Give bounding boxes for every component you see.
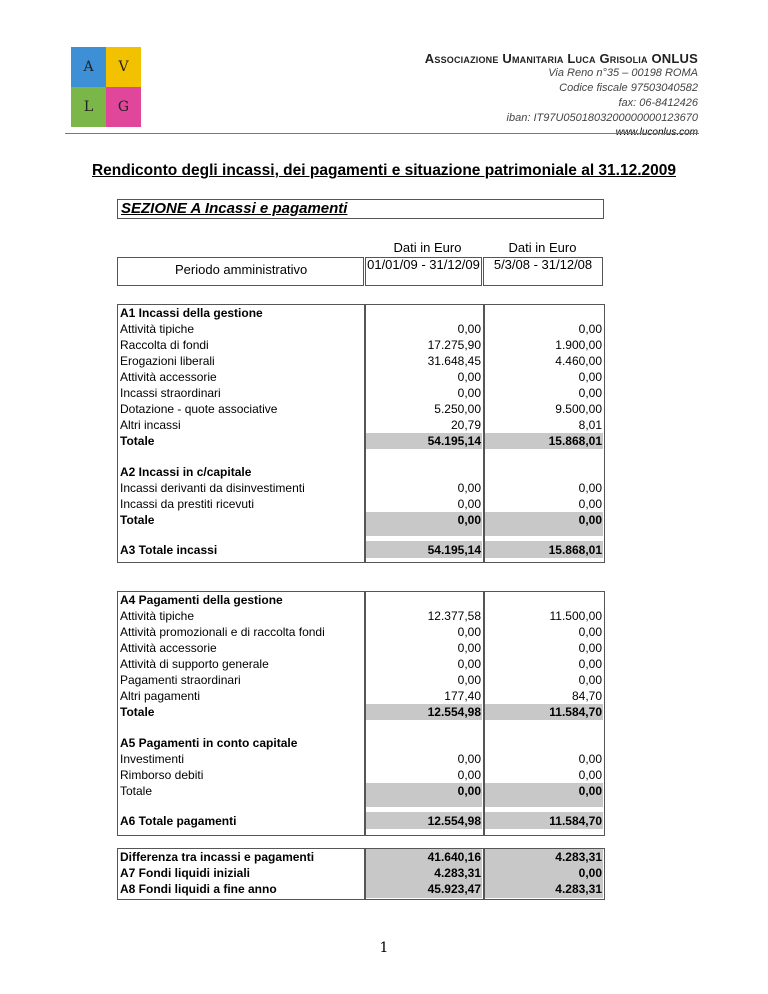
row-value-1: 5.250,00 <box>434 402 481 416</box>
row-value-1: 0,00 <box>457 481 481 495</box>
period-col1-range: 01/01/09 - 31/12/09 <box>367 257 480 272</box>
total-label: Totale <box>120 784 153 798</box>
row-value-2: 0,00 <box>578 322 602 336</box>
shade-gap-1 <box>366 528 482 536</box>
section-title: SEZIONE A Incassi e pagamenti <box>121 200 348 217</box>
row-value-1: 0,00 <box>457 752 481 766</box>
org-fiscal-code: Codice fiscale 97503040582 <box>559 82 698 94</box>
total-label: Totale <box>120 434 155 448</box>
row-label: Altri incassi <box>120 418 181 432</box>
row-value-2: 0,00 <box>578 768 602 782</box>
row-label: Attività accessorie <box>120 370 217 384</box>
row-label: Attività tipiche <box>120 609 195 623</box>
row-value-2: 8,01 <box>578 418 602 432</box>
row-value-1: 0,00 <box>457 784 481 798</box>
row-label: Investimenti <box>120 752 185 766</box>
row-value-1: 45.923,47 <box>427 882 481 896</box>
row-value-1: 12.377,58 <box>427 609 481 623</box>
total-label: Totale <box>120 513 155 527</box>
row-value-2: 0,00 <box>578 866 602 880</box>
row-value-2: 0,00 <box>578 370 602 384</box>
row-value-1: 31.648,45 <box>427 354 481 368</box>
final-row-label: A7 Fondi liquidi iniziali <box>120 866 250 880</box>
row-value-1: 12.554,98 <box>427 705 481 719</box>
row-value-1: 54.195,14 <box>427 543 481 557</box>
row-value-1: 0,00 <box>457 497 481 511</box>
row-value-2: 0,00 <box>578 784 602 798</box>
row-label: Attività tipiche <box>120 322 195 336</box>
row-value-2: 11.584,70 <box>549 705 602 719</box>
final-row-label: Differenza tra incassi e pagamenti <box>120 850 315 864</box>
document-title: Rendiconto degli incassi, dei pagamenti e situazione patrimoniale al 31.12.2009 <box>91 162 677 179</box>
row-label: Attività accessorie <box>120 641 217 655</box>
row-value-1: 54.195,14 <box>427 434 481 448</box>
row-value-2: 0,00 <box>578 625 602 639</box>
row-value-1: 17.275,90 <box>427 338 481 352</box>
row-value-1: 0,00 <box>457 625 481 639</box>
row-label: Dotazione - quote associative <box>120 402 278 416</box>
col2-head: Dati in Euro <box>508 240 577 255</box>
row-label: Pagamenti straordinari <box>120 673 241 687</box>
row-value-2: 0,00 <box>578 657 602 671</box>
row-label: Rimborso debiti <box>120 768 204 782</box>
row-value-2: 11.500,00 <box>549 609 602 623</box>
row-label: Attività promozionali e di raccolta fondi <box>120 625 325 639</box>
row-value-2: 0,00 <box>578 641 602 655</box>
org-fax: fax: 06-8412426 <box>618 97 698 109</box>
row-value-1: 0,00 <box>457 657 481 671</box>
shade-gap-2 <box>485 799 603 807</box>
row-value-2: 84,70 <box>571 689 602 703</box>
row-value-2: 4.283,31 <box>555 850 602 864</box>
row-value-1: 20,79 <box>450 418 481 432</box>
row-label: Incassi straordinari <box>120 386 221 400</box>
period-col2-range: 5/3/08 - 31/12/08 <box>493 257 593 272</box>
period-label: Periodo amministrativo <box>175 262 308 277</box>
row-label: Incassi derivanti da disinvestimenti <box>120 481 305 495</box>
logo-quadrant-v: V <box>106 47 141 87</box>
row-value-1: 177,40 <box>444 689 481 703</box>
row-value-2: 1.900,00 <box>555 338 602 352</box>
total-label: Totale <box>120 705 155 719</box>
org-name: Associazione Umanitaria Luca Grisolia ONLUS <box>424 51 698 66</box>
association-logo <box>71 47 141 127</box>
row-label: Raccolta di fondi <box>120 338 209 352</box>
row-value-2: 11.584,70 <box>549 814 602 828</box>
row-label: Altri pagamenti <box>120 689 201 703</box>
row-value-1: 0,00 <box>457 370 481 384</box>
row-label: Erogazioni liberali <box>120 354 215 368</box>
total-label: A3 Totale incassi <box>120 543 218 557</box>
row-value-1: 4.283,31 <box>434 866 481 880</box>
row-value-2: 15.868,01 <box>548 434 602 448</box>
logo-quadrant-g: G <box>106 87 141 127</box>
row-value-2: 15.868,01 <box>548 543 602 557</box>
logo-quadrant-l: L <box>71 87 106 127</box>
org-header <box>425 52 698 140</box>
row-value-1: 0,00 <box>457 768 481 782</box>
col1-head: Dati in Euro <box>393 240 462 255</box>
row-value-1: 41.640,16 <box>427 850 481 864</box>
org-address: Via Reno n°35 – 00198 ROMA <box>548 67 698 79</box>
row-value-2: 0,00 <box>578 673 602 687</box>
org-iban: iban: IT97U0501803200000000123670 <box>506 112 698 124</box>
block-title: A5 Pagamenti in conto capitale <box>120 736 298 750</box>
header-divider <box>65 133 699 134</box>
row-value-2: 0,00 <box>578 386 602 400</box>
row-value-1: 12.554,98 <box>427 814 481 828</box>
row-value-1: 0,00 <box>457 386 481 400</box>
row-label: Incassi da prestiti ricevuti <box>120 497 255 511</box>
row-value-1: 0,00 <box>457 673 481 687</box>
row-value-2: 0,00 <box>578 497 602 511</box>
block-title: A2 Incassi in c/capitale <box>120 465 252 479</box>
row-value-1: 0,00 <box>457 513 481 527</box>
block-title: A1 Incassi della gestione <box>120 306 263 320</box>
block-title: A4 Pagamenti della gestione <box>120 593 283 607</box>
row-value-2: 0,00 <box>578 752 602 766</box>
total-label: A6 Totale pagamenti <box>120 814 237 828</box>
page-number: 1 <box>379 940 389 956</box>
row-value-1: 0,00 <box>457 322 481 336</box>
shade-gap-2 <box>485 528 603 536</box>
row-value-1: 0,00 <box>457 641 481 655</box>
logo-quadrant-a: A <box>71 47 106 87</box>
final-row-label: A8 Fondi liquidi a fine anno <box>120 882 277 896</box>
row-value-2: 0,00 <box>578 481 602 495</box>
row-value-2: 4.460,00 <box>555 354 602 368</box>
row-value-2: 0,00 <box>578 513 602 527</box>
shade-gap-1 <box>366 799 482 807</box>
row-value-2: 4.283,31 <box>555 882 602 896</box>
row-value-2: 9.500,00 <box>555 402 602 416</box>
row-label: Attività di supporto generale <box>120 657 269 671</box>
